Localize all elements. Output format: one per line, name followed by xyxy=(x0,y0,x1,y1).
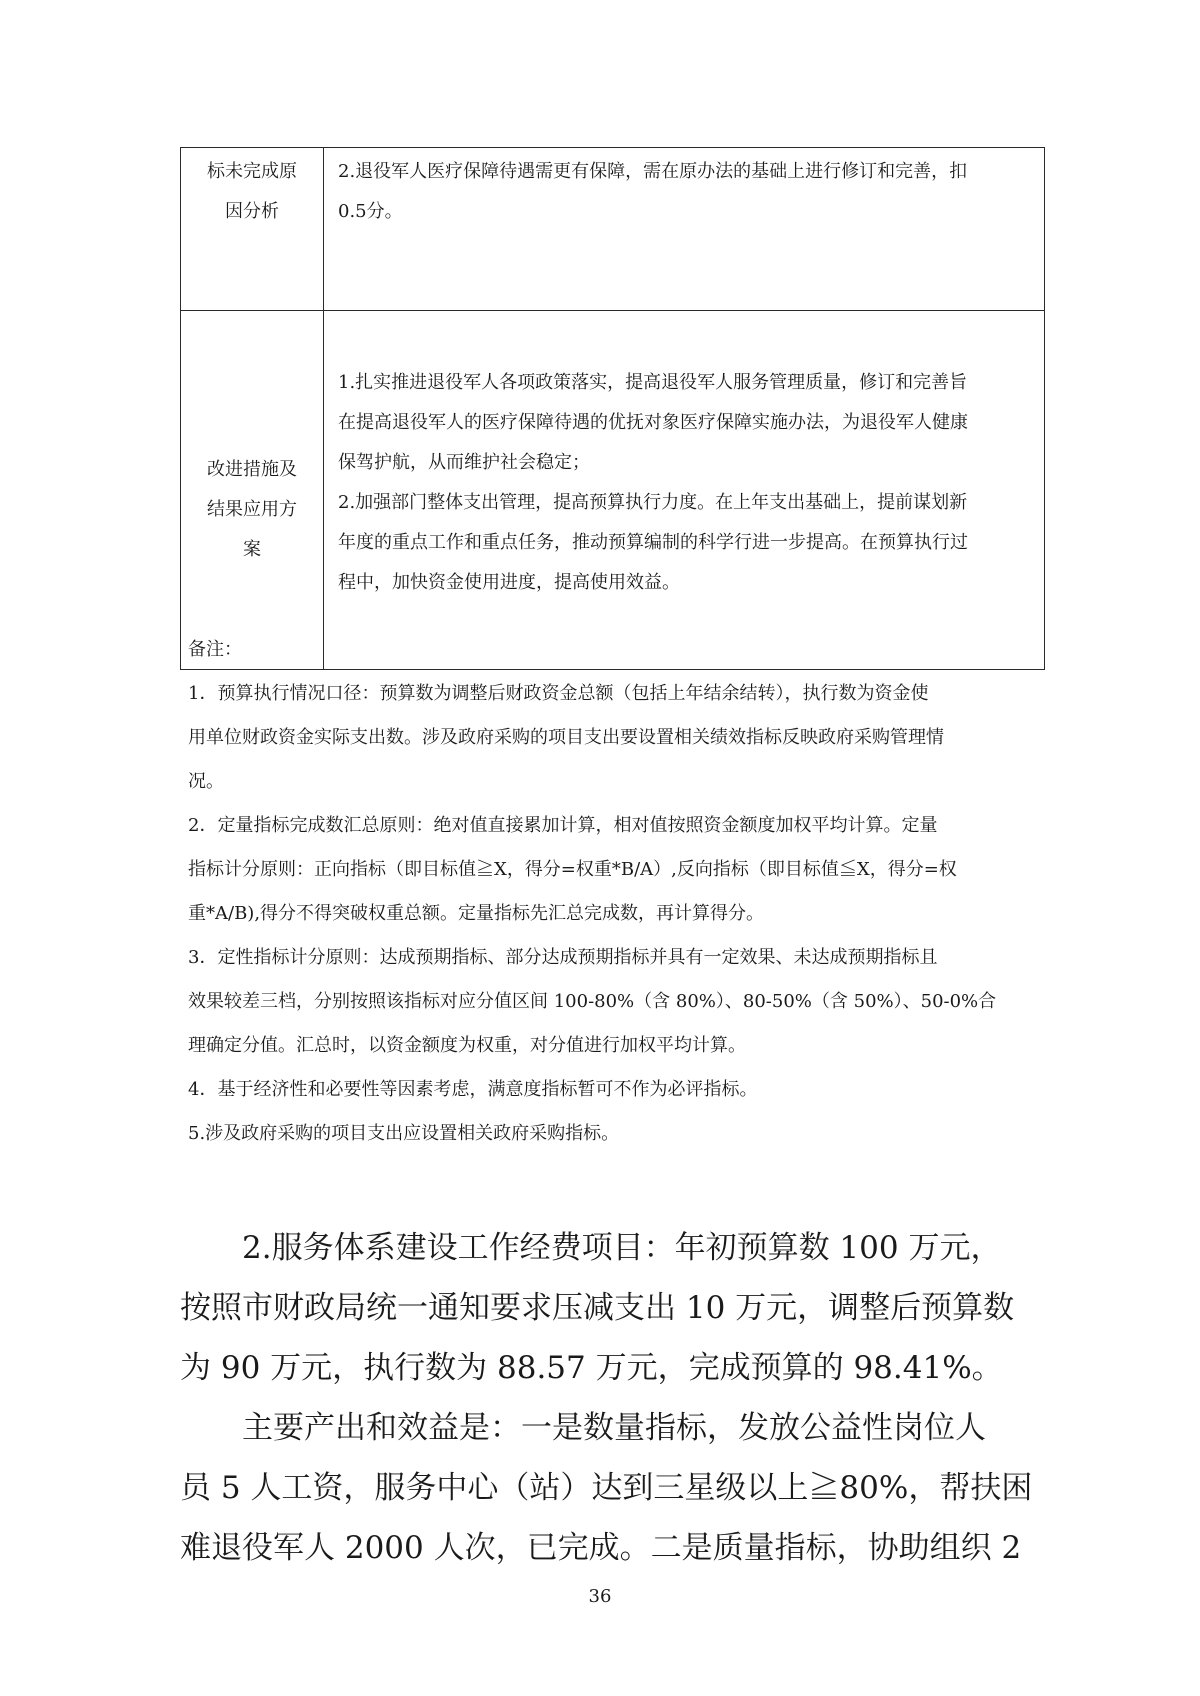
page-number: 36 xyxy=(588,1586,612,1607)
paragraph-line: 2.服务体系建设工作经费项目：年初预算数 100 万元， xyxy=(242,1230,1002,1266)
row-label-cell xyxy=(181,148,324,311)
note-line: 5.涉及政府采购的项目支出应设置相关政府采购指标。 xyxy=(188,1123,620,1144)
note-line: 指标计分原则：正向指标（即目标值≧X，得分=权重*B/A）,反向指标（即目标值≦X，得分=权 xyxy=(188,859,957,880)
table-row xyxy=(181,311,1045,670)
paragraph-line: 主要产出和效益是：一是数量指标，发放公益性岗位人 xyxy=(242,1410,986,1446)
row-content-text: 2.退役军人医疗保障待遇需更有保障，需在原办法的基础上进行修订和完善，扣 xyxy=(338,161,968,182)
note-line: 1．预算执行情况口径：预算数为调整后财政资金总额（包括上年结余结转），执行数为资金使 xyxy=(188,683,929,704)
note-line: 效果较差三档，分别按照该指标对应分值区间 100-80%（含 80%）、80-50%（含 50%）、50-0%合 xyxy=(188,991,997,1012)
note-line: 重*A/B),得分不得突破权重总额。定量指标先汇总完成数，再计算得分。 xyxy=(188,903,765,924)
row-label-text: 案 xyxy=(243,539,261,560)
note-line: 况。 xyxy=(188,771,224,792)
table-row xyxy=(181,148,1045,311)
note-line: 理确定分值。汇总时，以资金额度为权重，对分值进行加权平均计算。 xyxy=(188,1035,746,1056)
row-label-text: 标未完成原 xyxy=(207,161,297,182)
row-label-cell xyxy=(181,311,324,670)
notes-heading: 备注： xyxy=(188,639,242,660)
row-label-text: 因分析 xyxy=(225,201,279,222)
row-content-text: 程中，加快资金使用进度，提高使用效益。 xyxy=(338,572,680,593)
row-content-cell xyxy=(324,148,1045,311)
paragraph xyxy=(180,1218,1050,1398)
row-label-text: 结果应用方 xyxy=(207,499,297,520)
row-content-text: 年度的重点工作和重点任务，推动预算编制的科学行进一步提高。在预算执行过 xyxy=(338,532,968,553)
row-content-text: 在提高退役军人的医疗保障待遇的优抚对象医疗保障实施办法，为退役军人健康 xyxy=(338,412,968,433)
paragraph-line: 员 5 人工资，服务中心（站）达到三星级以上≧80%，帮扶困 xyxy=(180,1470,1033,1506)
paragraph-line: 难退役军人 2000 人次，已完成。二是质量指标，协助组织 2 xyxy=(180,1530,1022,1566)
row-content-text: 0.5分。 xyxy=(338,201,403,222)
evaluation-table xyxy=(180,147,1045,670)
note-line: 3．定性指标计分原则：达成预期指标、部分达成预期指标并具有一定效果、未达成预期指标且 xyxy=(188,947,938,968)
paragraph-line: 为 90 万元，执行数为 88.57 万元，完成预算的 98.41%。 xyxy=(180,1350,1003,1386)
body-text xyxy=(180,1218,1050,1578)
row-content-text: 1.扎实推进退役军人各项政策落实，提高退役军人服务管理质量，修订和完善旨 xyxy=(338,372,968,393)
paragraph-line: 按照市财政局统一通知要求压减支出 10 万元，调整后预算数 xyxy=(180,1290,1015,1326)
notes-section xyxy=(188,628,1048,1156)
note-line: 4．基于经济性和必要性等因素考虑，满意度指标暂可不作为必评指标。 xyxy=(188,1079,758,1100)
paragraph xyxy=(180,1398,1050,1578)
row-content-text: 保驾护航，从而维护社会稳定； xyxy=(338,452,590,473)
row-content-text: 2.加强部门整体支出管理，提高预算执行力度。在上年支出基础上，提前谋划新 xyxy=(338,492,968,513)
note-line: 用单位财政资金实际支出数。涉及政府采购的项目支出要设置相关绩效指标反映政府采购管理情 xyxy=(188,727,944,748)
row-content-cell xyxy=(324,311,1045,670)
note-line: 2．定量指标完成数汇总原则：绝对值直接累加计算，相对值按照资金额度加权平均计算。定量 xyxy=(188,815,938,836)
row-label-text: 改进措施及 xyxy=(207,459,297,480)
